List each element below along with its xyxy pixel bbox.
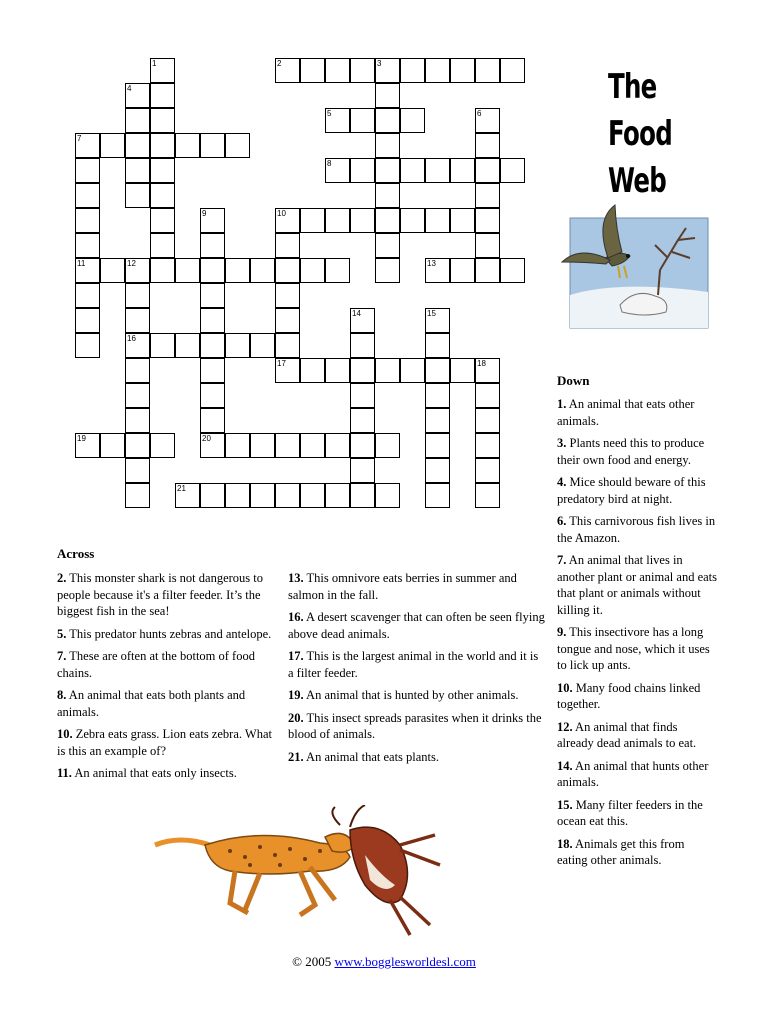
crossword-cell[interactable] [425,308,450,333]
crossword-cell[interactable] [75,158,100,183]
crossword-cell[interactable] [350,108,375,133]
crossword-cell[interactable] [300,483,325,508]
crossword-cell[interactable] [500,158,525,183]
clue-text: An animal that eats only insects. [71,766,237,780]
clue-text: Animals get this from eating other animals. [557,836,685,867]
clue-number-label: 1. [557,397,567,411]
crossword-cell[interactable] [150,233,175,258]
crossword-cell[interactable] [375,183,400,208]
down-clue [557,680,717,713]
clue-number: 14 [352,309,361,318]
crossword-cell[interactable] [225,133,250,158]
crossword-cell[interactable] [125,458,150,483]
crossword-cell[interactable] [350,458,375,483]
clue-text: This carnivorous fish lives in the Amazon. [557,514,716,545]
crossword-cell[interactable] [200,283,225,308]
clue-text: This predator hunts zebras and antelope. [66,626,272,641]
crossword-cell[interactable] [325,208,350,233]
across-clue [57,648,279,681]
clue-text: An animal that eats both plants and animals. [57,688,246,719]
crossword-cell[interactable] [325,58,350,83]
clue-number-label: 20. [288,710,304,725]
hawk-and-rabbit-illustration [560,200,710,330]
down-clue [557,624,717,674]
crossword-cell[interactable] [150,158,175,183]
clue-number-label: 13. [288,571,304,585]
across-heading: Across [57,546,95,561]
crossword-cell[interactable] [100,258,125,283]
crossword-cell[interactable] [150,433,175,458]
crossword-cell[interactable] [125,433,150,458]
crossword-cell[interactable] [400,158,425,183]
crossword-cell[interactable] [75,283,100,308]
crossword-cell[interactable] [275,333,300,358]
crossword-cell[interactable] [150,208,175,233]
clue-number: 13 [427,259,436,268]
crossword-cell[interactable] [350,433,375,458]
clue-text: This monster shark is not dangerous to people because it's a filter feeder. It’s the biggest fish in the sea! [57,571,263,618]
crossword-cell[interactable] [300,358,325,383]
across-clue [57,570,279,620]
crossword-cell[interactable] [350,58,375,83]
crossword-cell[interactable] [275,358,300,383]
crossword-cell[interactable] [150,333,175,358]
clue-text: Plants need this to produce their own food and energy. [557,436,705,467]
across-clue [57,726,279,759]
crossword-cell[interactable] [375,158,400,183]
crossword-cell[interactable] [125,83,150,108]
down-clue [557,797,717,830]
clue-text: An animal that hunts other animals. [557,758,709,789]
across-clue [57,765,279,782]
crossword-cell[interactable] [125,358,150,383]
crossword-cell[interactable] [350,483,375,508]
crossword-cell[interactable] [325,433,350,458]
crossword-cell[interactable] [350,383,375,408]
crossword-cell[interactable] [275,308,300,333]
crossword-cell[interactable] [125,308,150,333]
clue-number: 8 [327,159,332,168]
crossword-cell[interactable] [75,133,100,158]
clue-number-label: 11. [57,766,72,780]
crossword-cell[interactable] [475,483,500,508]
crossword-cell[interactable] [300,258,325,283]
clue-number: 20 [202,434,211,443]
crossword-cell[interactable] [425,458,450,483]
crossword-cell[interactable] [350,208,375,233]
clue-number: 6 [477,109,482,118]
clue-number: 19 [77,434,86,443]
cheetah-and-antelope-illustration [150,805,450,945]
clue-number-label: 19. [288,688,304,702]
crossword-cell[interactable] [125,183,150,208]
crossword-cell[interactable] [75,233,100,258]
crossword-cell[interactable] [275,258,300,283]
clue-number-label: 10. [557,680,573,695]
down-clue [557,435,717,468]
crossword-cell[interactable] [425,208,450,233]
clue-number-label: 7. [57,649,67,663]
crossword-cell[interactable] [375,108,400,133]
clue-text: Mice should beware of this predatory bird at night. [557,475,706,506]
crossword-cell[interactable] [75,208,100,233]
clue-number: 3 [377,59,382,68]
down-heading: Down [557,373,590,388]
clue-number: 17 [277,359,286,368]
down-clue [557,513,717,546]
crossword-cell[interactable] [250,433,275,458]
crossword-cell[interactable] [150,133,175,158]
clue-number-label: 18. [557,836,573,851]
crossword-cell[interactable] [400,208,425,233]
across-clue [288,570,546,603]
clue-number: 18 [477,359,486,368]
crossword-cell[interactable] [225,333,250,358]
clue-text: This insect spreads parasites when it drinks the blood of animals. [288,710,542,741]
crossword-cell[interactable] [300,208,325,233]
crossword-cell[interactable] [475,408,500,433]
down-clue [557,836,717,869]
crossword-cell[interactable] [175,483,200,508]
crossword-cell[interactable] [425,158,450,183]
crossword-cell[interactable] [150,58,175,83]
crossword-cell[interactable] [375,258,400,283]
down-clue [557,719,717,752]
crossword-cell[interactable] [375,58,400,83]
crossword-cell[interactable] [100,433,125,458]
crossword-cell[interactable] [500,58,525,83]
clue-number-label: 16. [288,610,304,624]
crossword-cell[interactable] [450,258,475,283]
crossword-cell[interactable] [475,133,500,158]
crossword-cell[interactable] [200,408,225,433]
down-clue [557,396,717,429]
crossword-cell[interactable] [425,258,450,283]
clue-text: An animal that is hunted by other animals. [303,688,519,702]
clue-number-label: 12. [557,719,573,734]
crossword-cell[interactable] [225,258,250,283]
clue-number: 9 [202,209,207,218]
across-clue [288,687,546,704]
crossword-cell[interactable] [275,58,300,83]
crossword-cell[interactable] [475,208,500,233]
crossword-cell[interactable] [125,258,150,283]
crossword-cell[interactable] [450,208,475,233]
clue-number: 5 [327,109,332,118]
clue-text: This is the largest animal in the world and it is a filter feeder. [288,649,539,680]
clue-text: Many food chains linked together. [557,680,701,711]
crossword-cell[interactable] [475,358,500,383]
crossword-cell[interactable] [200,133,225,158]
crossword-cell[interactable] [375,133,400,158]
clue-number: 21 [177,484,186,493]
clue-number: 7 [77,134,82,143]
crossword-cell[interactable] [75,258,100,283]
crossword-cell[interactable] [275,283,300,308]
clue-number: 4 [127,84,132,93]
crossword-cell[interactable] [350,408,375,433]
across-clue [288,749,546,766]
crossword-cell[interactable] [275,433,300,458]
crossword-cell[interactable] [150,258,175,283]
crossword-cell[interactable] [375,83,400,108]
crossword-cell[interactable] [450,58,475,83]
crossword-cell[interactable] [150,183,175,208]
crossword-cell[interactable] [450,358,475,383]
crossword-cell[interactable] [375,483,400,508]
clue-number-label: 17. [288,649,304,663]
crossword-cell[interactable] [125,283,150,308]
crossword-cell[interactable] [150,83,175,108]
crossword-cell[interactable] [350,358,375,383]
crossword-cell[interactable] [125,108,150,133]
crossword-cell[interactable] [375,208,400,233]
clue-text: An animal that eats other animals. [557,397,695,428]
clue-number: 15 [427,309,436,318]
crossword-cell[interactable] [200,333,225,358]
clue-text: An animal that eats plants. [303,749,440,764]
clue-number: 10 [277,209,286,218]
clue-number-label: 2. [57,571,67,585]
crossword-cell[interactable] [325,258,350,283]
title-line-3: Web [608,161,667,201]
crossword-cell[interactable] [200,233,225,258]
crossword-cell[interactable] [250,258,275,283]
crossword-cell[interactable] [275,233,300,258]
clue-number-label: 21. [288,749,304,764]
clue-text: This insectivore has a long tongue and nose, which it uses to lick up ants. [557,625,710,672]
crossword-cell[interactable] [500,258,525,283]
crossword-grid [75,58,525,523]
clue-number: 12 [127,259,136,268]
crossword-cell[interactable] [475,183,500,208]
crossword-cell[interactable] [200,308,225,333]
down-clue [557,552,717,618]
crossword-cell[interactable] [300,433,325,458]
crossword-cell[interactable] [475,108,500,133]
clue-number: 1 [152,59,157,68]
crossword-cell[interactable] [400,108,425,133]
crossword-cell[interactable] [475,433,500,458]
crossword-cell[interactable] [425,358,450,383]
crossword-cell[interactable] [175,258,200,283]
clue-number-label: 14. [557,758,573,773]
title-line-2: Food [608,114,673,154]
crossword-cell[interactable] [125,333,150,358]
clue-number: 16 [127,334,136,343]
crossword-cell[interactable] [275,208,300,233]
crossword-cell[interactable] [150,108,175,133]
across-clues-column-2 [288,570,546,771]
clue-number-label: 10. [57,727,73,741]
clue-text: An animal that lives in another plant or animal and eats that plant or animals without killing it. [557,553,718,617]
clue-number-label: 5. [57,626,67,641]
crossword-cell[interactable] [275,483,300,508]
crossword-cell[interactable] [325,108,350,133]
clue-number-label: 8. [57,688,67,702]
crossword-cell[interactable] [175,133,200,158]
crossword-cell[interactable] [425,433,450,458]
crossword-cell[interactable] [75,308,100,333]
crossword-cell[interactable] [175,333,200,358]
down-clues-column [557,396,717,875]
across-clue [288,710,546,743]
crossword-cell[interactable] [375,233,400,258]
across-clue [288,648,546,681]
clue-text: These are often at the bottom of food chains. [57,649,255,680]
title-line-1: The [608,67,657,107]
crossword-cell[interactable] [200,433,225,458]
crossword-cell[interactable] [200,358,225,383]
down-clue [557,758,717,791]
crossword-cell[interactable] [325,483,350,508]
across-clue [57,626,279,643]
crossword-cell[interactable] [400,358,425,383]
crossword-cell[interactable] [350,308,375,333]
clue-number: 2 [277,59,282,68]
crossword-cell[interactable] [75,183,100,208]
clue-number: 11 [77,259,86,268]
clue-number-label: 4. [557,475,567,489]
crossword-cell[interactable] [400,58,425,83]
crossword-cell[interactable] [75,333,100,358]
clue-number-label: 7. [557,553,567,567]
clue-number-label: 9. [557,625,567,639]
crossword-cell[interactable] [125,383,150,408]
crossword-cell[interactable] [125,483,150,508]
crossword-cell[interactable] [425,333,450,358]
across-clue [57,687,279,720]
crossword-cell[interactable] [300,58,325,83]
clue-text: Zebra eats grass. Lion eats zebra. What is this an example of? [57,727,272,758]
across-clues-column-1 [57,570,279,788]
crossword-cell[interactable] [475,458,500,483]
crossword-cell[interactable] [475,158,500,183]
clue-number-label: 15. [557,797,573,812]
crossword-cell[interactable] [250,483,275,508]
crossword-cell[interactable] [325,158,350,183]
crossword-cell[interactable] [250,333,275,358]
crossword-cell[interactable] [125,158,150,183]
crossword-cell[interactable] [425,483,450,508]
crossword-cell[interactable] [75,433,100,458]
crossword-cell[interactable] [475,233,500,258]
crossword-cell[interactable] [475,258,500,283]
clue-text: This omnivore eats berries in summer and salmon in the fall. [288,571,517,602]
crossword-cell[interactable] [200,208,225,233]
down-clue [557,474,717,507]
clue-number-label: 6. [557,514,567,528]
crossword-cell[interactable] [425,383,450,408]
crossword-cell[interactable] [225,483,250,508]
crossword-cell[interactable] [475,383,500,408]
crossword-cell[interactable] [225,433,250,458]
crossword-cell[interactable] [200,383,225,408]
crossword-cell[interactable] [325,358,350,383]
crossword-cell[interactable] [425,408,450,433]
clue-text: Many filter feeders in the ocean eat this. [557,797,703,828]
crossword-cell[interactable] [375,433,400,458]
crossword-cell[interactable] [200,258,225,283]
crossword-cell[interactable] [125,133,150,158]
clue-text: An animal that finds already dead animals to eat. [557,719,697,750]
clue-text: A desert scavenger that can often be seen flying above dead animals. [288,610,545,641]
website-link[interactable]: www.bogglesworldesl.com [334,954,476,969]
crossword-cell[interactable] [475,58,500,83]
crossword-cell[interactable] [100,133,125,158]
crossword-cell[interactable] [125,408,150,433]
across-clue [288,609,546,642]
page-title [608,64,673,205]
crossword-cell[interactable] [425,58,450,83]
crossword-cell[interactable] [450,158,475,183]
crossword-cell[interactable] [350,333,375,358]
footer [0,954,768,970]
clue-number-label: 3. [557,436,567,450]
copyright-text: © 2005 [292,954,332,969]
crossword-cell[interactable] [350,158,375,183]
crossword-cell[interactable] [375,358,400,383]
crossword-cell[interactable] [200,483,225,508]
